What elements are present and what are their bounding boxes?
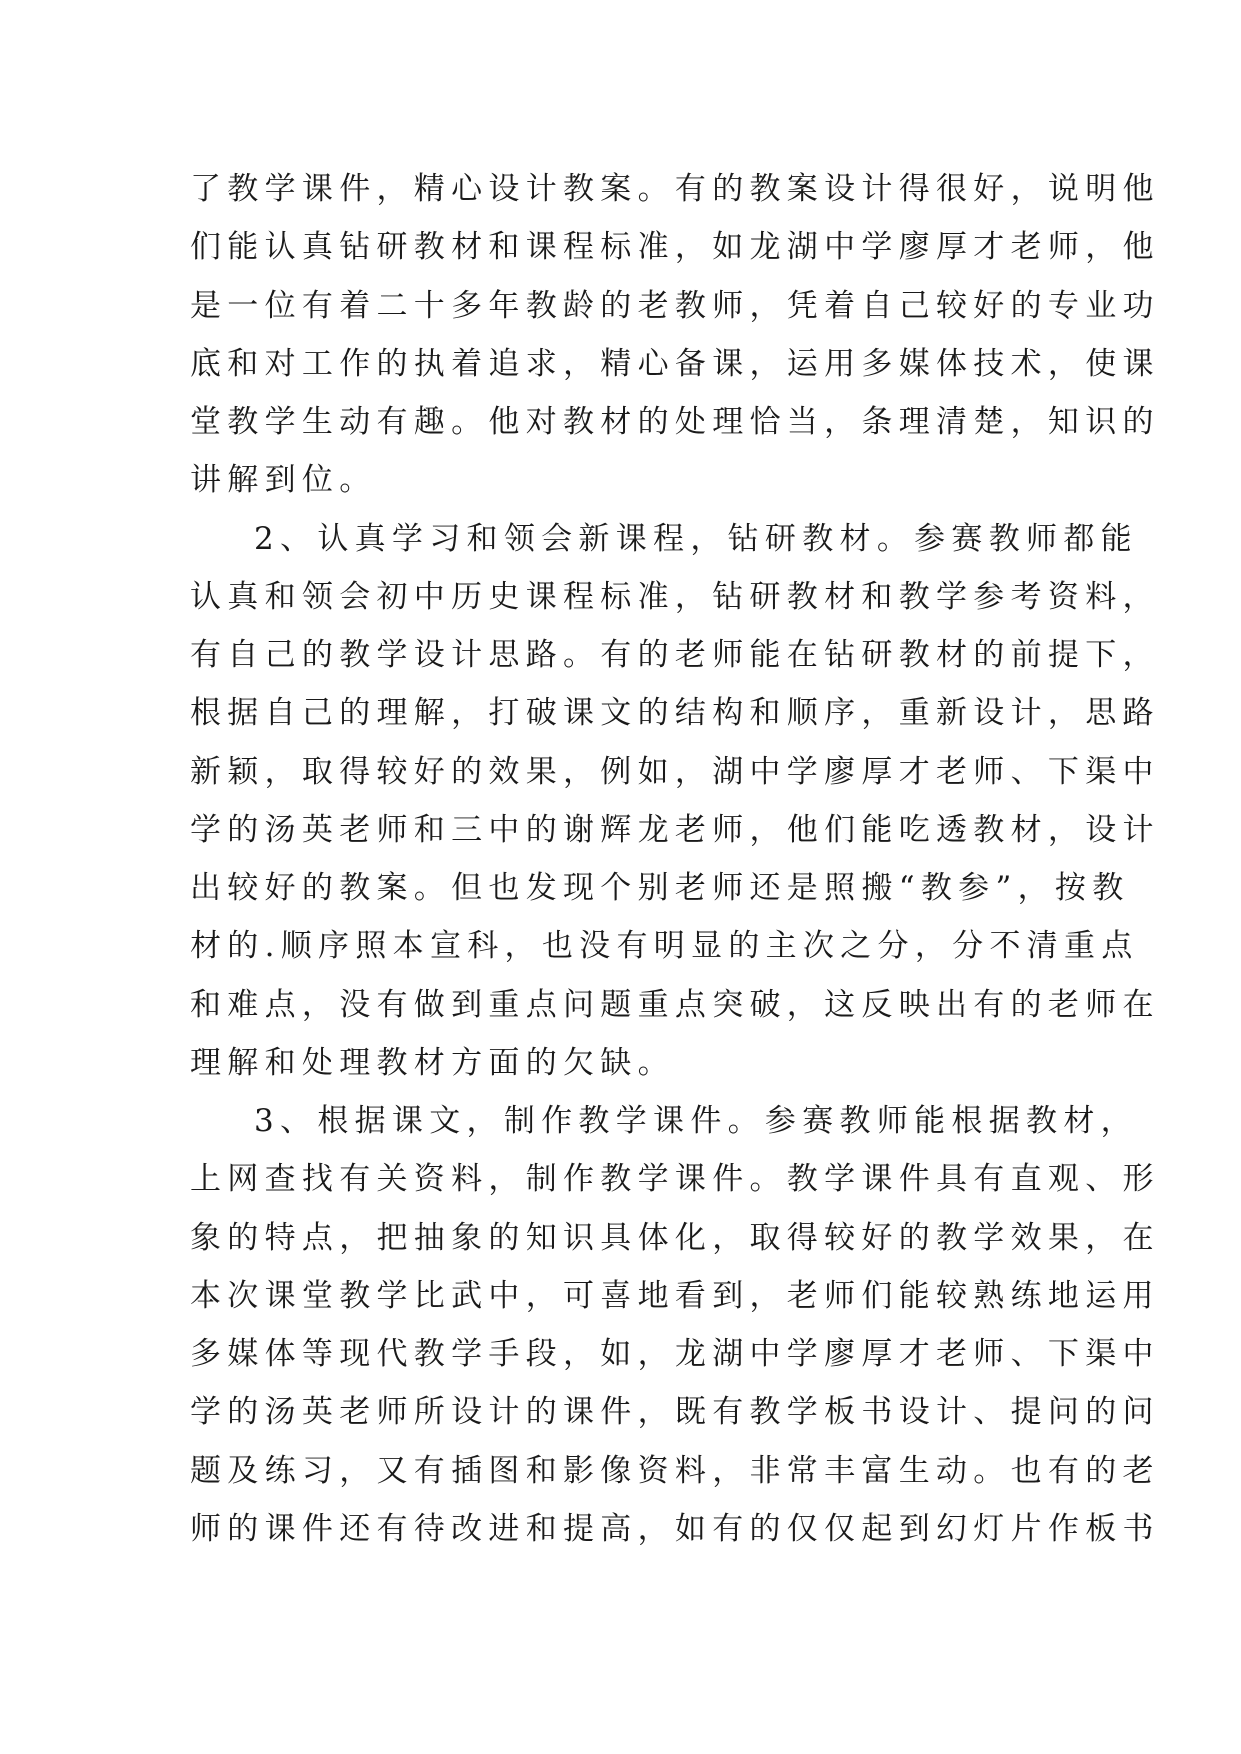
paragraph-first-line: 3、根据课文，制作教学课件。参赛教师能根据教材， xyxy=(254,1103,1138,1139)
text-line: 根据自己的理解，打破课文的结构和顺序，重新设计，思路 xyxy=(190,695,1160,732)
text-line: 讲解到位。 xyxy=(190,462,377,499)
text-line: 出较好的教案。但也发现个别老师还是照搬“教参”，按教 xyxy=(190,870,1130,906)
text-line: 有自己的教学设计思路。有的老师能在钻研教材的前提下， xyxy=(190,637,1160,673)
paragraph-first-line: 2、认真学习和领会新课程，钻研教材。参赛教师都能 xyxy=(254,520,1138,557)
text-line: 上网查找有关资料，制作教学课件。教学课件具有直观、形 xyxy=(190,1161,1160,1198)
text-line: 师的课件还有待改进和提高，如有的仅仅起到幻灯片作板书 xyxy=(190,1510,1160,1547)
text-line: 们能认真钻研教材和课程标准，如龙湖中学廖厚才老师，他 xyxy=(190,229,1160,266)
text-line: 和难点，没有做到重点问题重点突破，这反映出有的老师在 xyxy=(190,986,1160,1023)
text-line: 本次课堂教学比武中，可喜地看到，老师们能较熟练地运用 xyxy=(190,1277,1160,1314)
text-line: 新颖，取得较好的效果，例如，湖中学廖厚才老师、下渠中 xyxy=(190,753,1160,790)
text-line: 题及练习，又有插图和影像资料，非常丰富生动。也有的老 xyxy=(190,1452,1160,1489)
text-line: 学的汤英老师所设计的课件，既有教学板书设计、提问的问 xyxy=(190,1394,1160,1431)
text-line: 多媒体等现代教学手段，如，龙湖中学廖厚才老师、下渠中 xyxy=(190,1336,1160,1372)
text-line: 堂教学生动有趣。他对教材的处理恰当，条理清楚，知识的 xyxy=(190,404,1160,440)
text-line: 象的特点，把抽象的知识具体化，取得较好的教学效果，在 xyxy=(190,1219,1160,1256)
text-line: 认真和领会初中历史课程标准，钻研教材和教学参考资料， xyxy=(190,578,1160,615)
text-line: 学的汤英老师和三中的谢辉龙老师，他们能吃透教材，设计 xyxy=(190,811,1160,848)
text-line: 了教学课件，精心设计教案。有的教案设计得很好，说明他 xyxy=(190,171,1160,207)
text-line: 材的.顺序照本宣科，也没有明显的主次之分，分不清重点 xyxy=(190,928,1139,965)
text-line: 底和对工作的执着追求，精心备课，运用多媒体技术，使课 xyxy=(190,345,1160,382)
body-text xyxy=(190,160,1160,1558)
text-line: 理解和处理教材方面的欠缺。 xyxy=(190,1044,675,1081)
text-line: 是一位有着二十多年教龄的老教师，凭着自己较好的专业功 xyxy=(190,287,1160,324)
